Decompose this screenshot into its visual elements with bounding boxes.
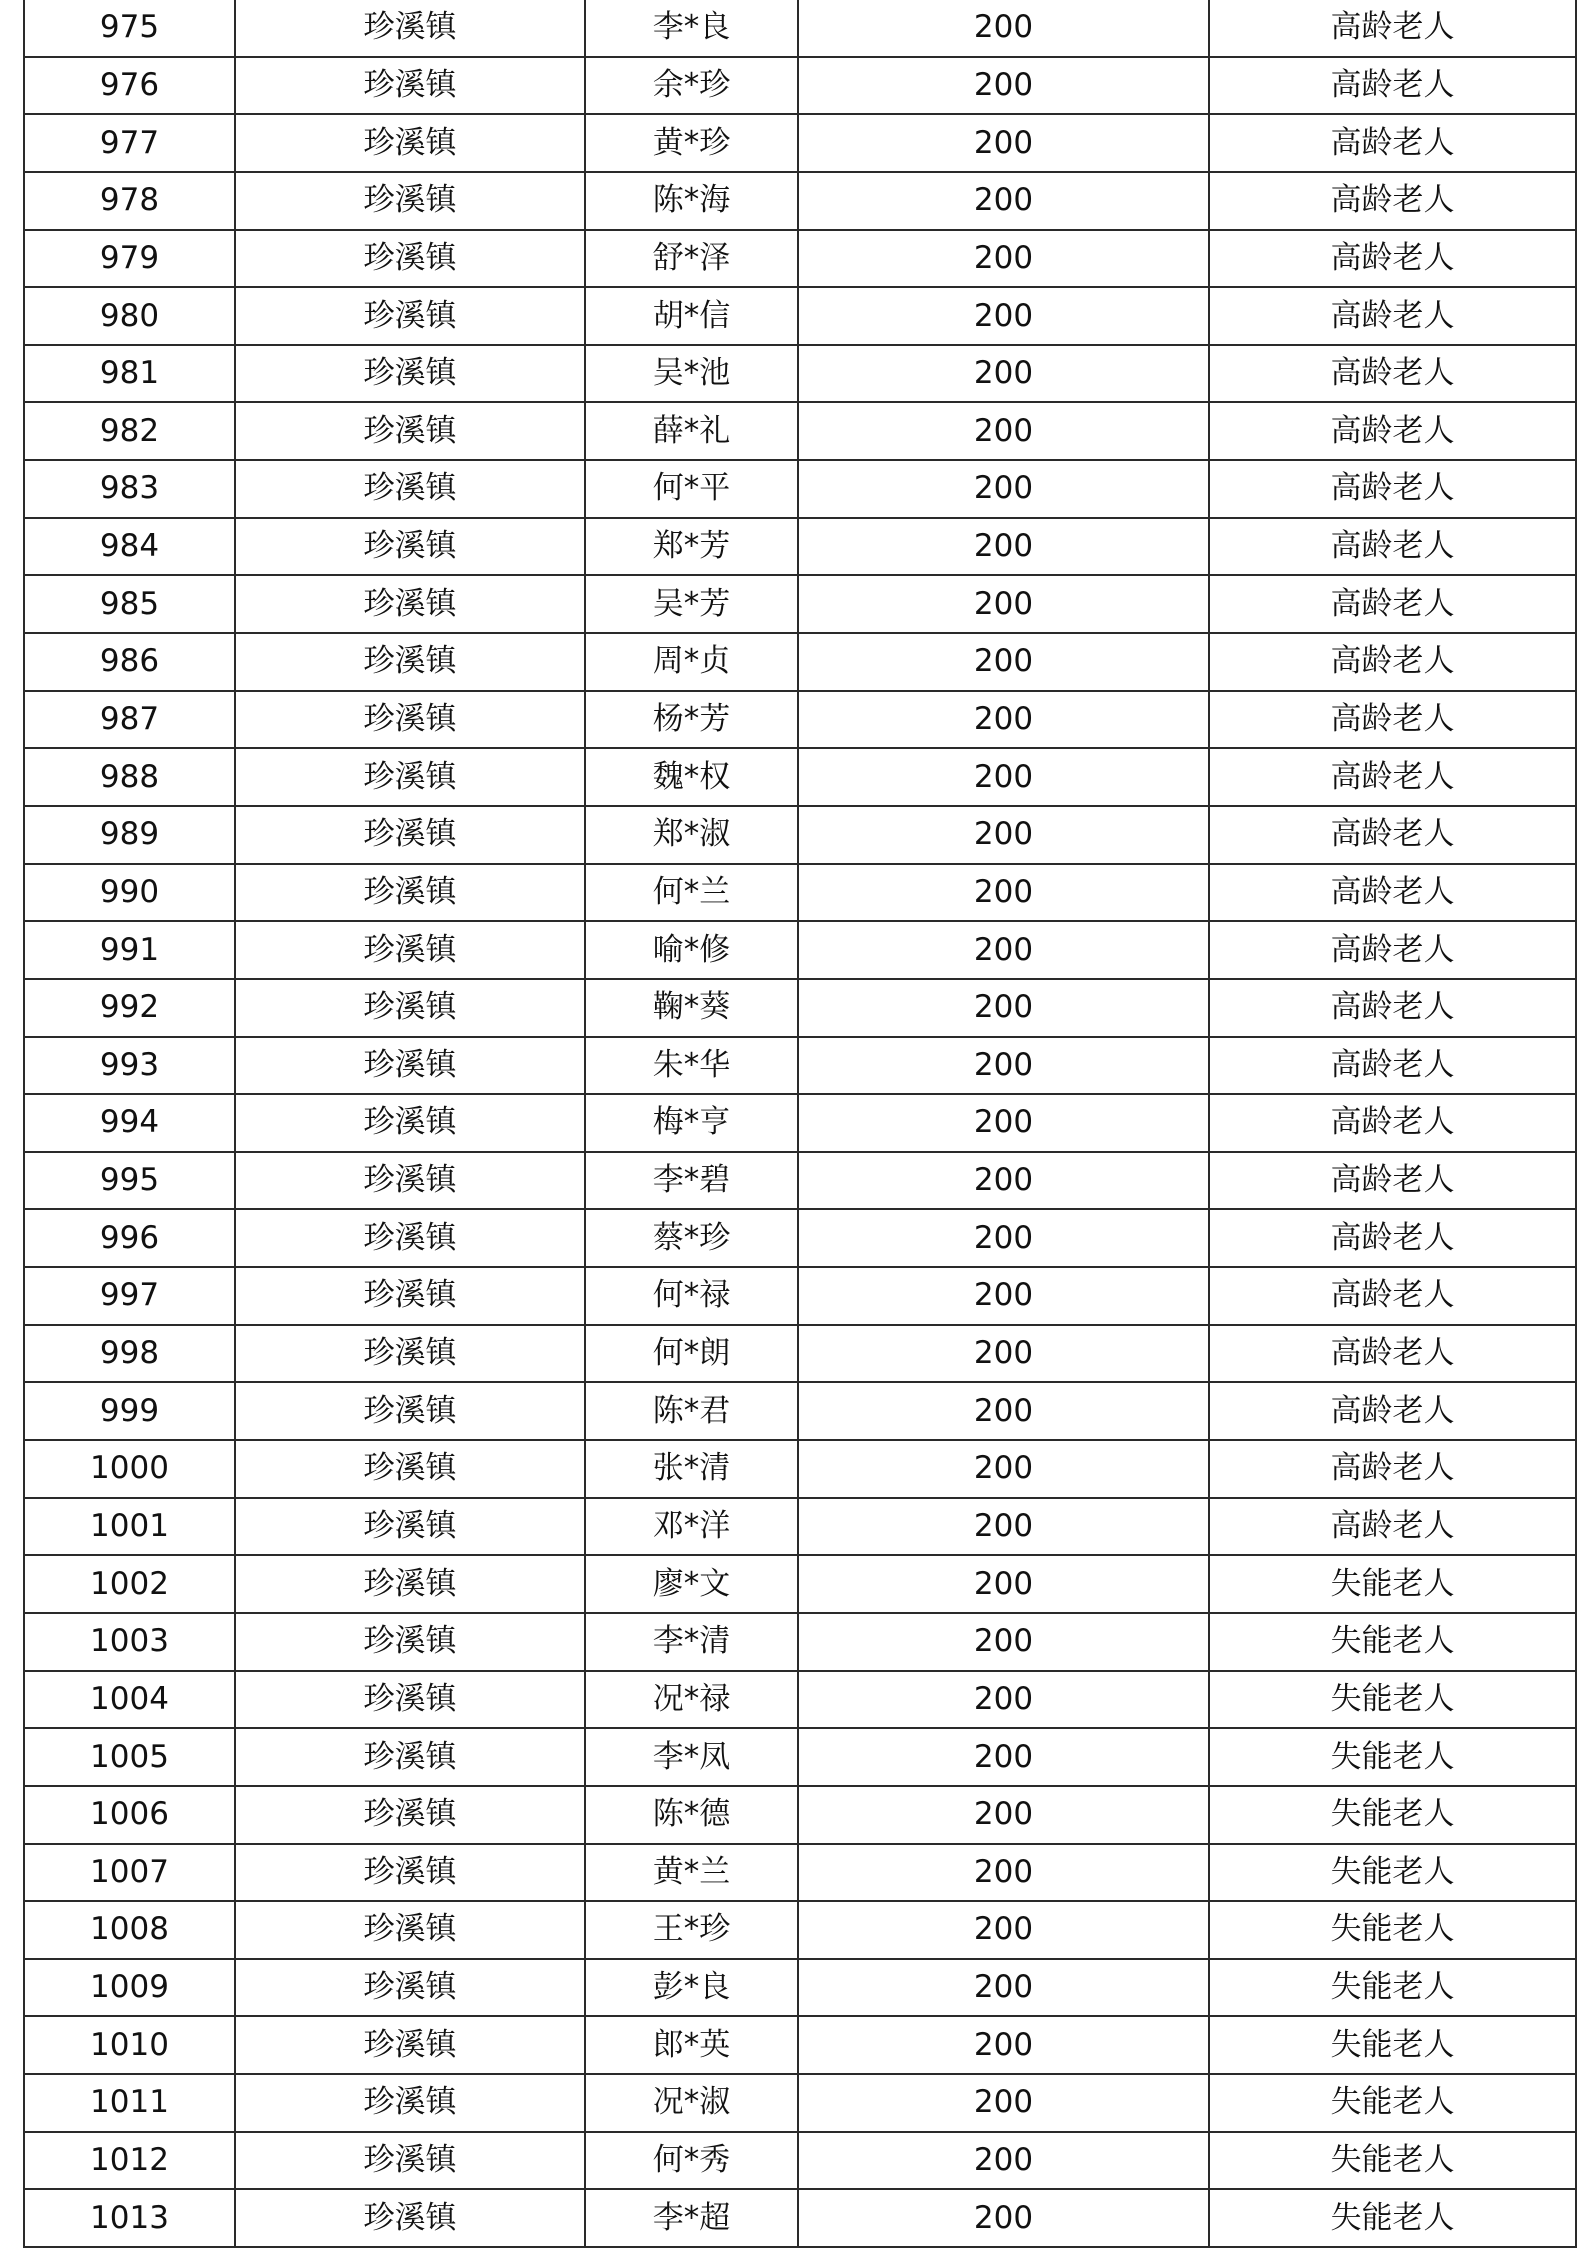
amount-cell: 200 <box>798 1671 1209 1729</box>
town-cell: 珍溪镇 <box>235 921 585 979</box>
row-number-cell: 986 <box>24 633 235 691</box>
category-cell: 失能老人 <box>1209 1671 1576 1729</box>
category-cell: 高龄老人 <box>1209 1440 1576 1498</box>
row-number-cell: 976 <box>24 57 235 115</box>
name-cell: 喻*修 <box>585 921 798 979</box>
amount-cell: 200 <box>798 2016 1209 2074</box>
name-cell: 薛*礼 <box>585 402 798 460</box>
town-cell: 珍溪镇 <box>235 287 585 345</box>
row-number-cell: 1009 <box>24 1959 235 2017</box>
town-cell: 珍溪镇 <box>235 1786 585 1844</box>
table-row <box>24 1959 1576 2017</box>
table-row <box>24 575 1576 633</box>
amount-cell: 200 <box>798 57 1209 115</box>
category-cell: 失能老人 <box>1209 1555 1576 1613</box>
table-row <box>24 806 1576 864</box>
row-number-cell: 1010 <box>24 2016 235 2074</box>
town-cell: 珍溪镇 <box>235 2132 585 2190</box>
amount-cell: 200 <box>798 1267 1209 1325</box>
category-cell: 高龄老人 <box>1209 114 1576 172</box>
table-row <box>24 402 1576 460</box>
table-row <box>24 1613 1576 1671</box>
row-number-cell: 1005 <box>24 1728 235 1786</box>
amount-cell: 200 <box>798 1844 1209 1902</box>
name-cell: 陈*君 <box>585 1382 798 1440</box>
name-cell: 李*清 <box>585 1613 798 1671</box>
name-cell: 邓*洋 <box>585 1498 798 1556</box>
name-cell: 王*珍 <box>585 1901 798 1959</box>
amount-cell: 200 <box>798 1728 1209 1786</box>
category-cell: 高龄老人 <box>1209 1094 1576 1152</box>
category-cell: 失能老人 <box>1209 1786 1576 1844</box>
name-cell: 舒*泽 <box>585 230 798 288</box>
name-cell: 郑*淑 <box>585 806 798 864</box>
roster-table <box>23 0 1577 2248</box>
table-row <box>24 114 1576 172</box>
row-number-cell: 984 <box>24 518 235 576</box>
name-cell: 廖*文 <box>585 1555 798 1613</box>
amount-cell: 200 <box>798 1382 1209 1440</box>
town-cell: 珍溪镇 <box>235 0 585 57</box>
row-number-cell: 998 <box>24 1325 235 1383</box>
town-cell: 珍溪镇 <box>235 57 585 115</box>
row-number-cell: 1012 <box>24 2132 235 2190</box>
table-row <box>24 1844 1576 1902</box>
category-cell: 高龄老人 <box>1209 1037 1576 1095</box>
name-cell: 李*凤 <box>585 1728 798 1786</box>
town-cell: 珍溪镇 <box>235 1094 585 1152</box>
town-cell: 珍溪镇 <box>235 1498 585 1556</box>
name-cell: 陈*海 <box>585 172 798 230</box>
category-cell: 高龄老人 <box>1209 575 1576 633</box>
amount-cell: 200 <box>798 402 1209 460</box>
amount-cell: 200 <box>798 460 1209 518</box>
town-cell: 珍溪镇 <box>235 633 585 691</box>
town-cell: 珍溪镇 <box>235 345 585 403</box>
row-number-cell: 1011 <box>24 2074 235 2132</box>
name-cell: 黄*兰 <box>585 1844 798 1902</box>
table-row <box>24 1440 1576 1498</box>
name-cell: 何*禄 <box>585 1267 798 1325</box>
row-number-cell: 993 <box>24 1037 235 1095</box>
name-cell: 张*清 <box>585 1440 798 1498</box>
row-number-cell: 1000 <box>24 1440 235 1498</box>
category-cell: 失能老人 <box>1209 2132 1576 2190</box>
category-cell: 失能老人 <box>1209 1613 1576 1671</box>
row-number-cell: 1003 <box>24 1613 235 1671</box>
amount-cell: 200 <box>798 1613 1209 1671</box>
amount-cell: 200 <box>798 1555 1209 1613</box>
category-cell: 高龄老人 <box>1209 1152 1576 1210</box>
amount-cell: 200 <box>798 1094 1209 1152</box>
amount-cell: 200 <box>798 2189 1209 2247</box>
category-cell: 高龄老人 <box>1209 1209 1576 1267</box>
row-number-cell: 1002 <box>24 1555 235 1613</box>
category-cell: 高龄老人 <box>1209 691 1576 749</box>
category-cell: 高龄老人 <box>1209 172 1576 230</box>
name-cell: 况*禄 <box>585 1671 798 1729</box>
row-number-cell: 1004 <box>24 1671 235 1729</box>
table-row <box>24 518 1576 576</box>
table-row <box>24 1037 1576 1095</box>
table-row <box>24 1267 1576 1325</box>
row-number-cell: 987 <box>24 691 235 749</box>
table-row <box>24 2016 1576 2074</box>
name-cell: 郑*芳 <box>585 518 798 576</box>
table-row <box>24 172 1576 230</box>
town-cell: 珍溪镇 <box>235 979 585 1037</box>
table-row <box>24 1152 1576 1210</box>
row-number-cell: 983 <box>24 460 235 518</box>
town-cell: 珍溪镇 <box>235 402 585 460</box>
name-cell: 蔡*珍 <box>585 1209 798 1267</box>
town-cell: 珍溪镇 <box>235 2016 585 2074</box>
row-number-cell: 1007 <box>24 1844 235 1902</box>
town-cell: 珍溪镇 <box>235 1728 585 1786</box>
row-number-cell: 996 <box>24 1209 235 1267</box>
town-cell: 珍溪镇 <box>235 1555 585 1613</box>
row-number-cell: 1006 <box>24 1786 235 1844</box>
category-cell: 高龄老人 <box>1209 748 1576 806</box>
category-cell: 高龄老人 <box>1209 402 1576 460</box>
name-cell: 余*珍 <box>585 57 798 115</box>
row-number-cell: 982 <box>24 402 235 460</box>
name-cell: 吴*芳 <box>585 575 798 633</box>
town-cell: 珍溪镇 <box>235 460 585 518</box>
town-cell: 珍溪镇 <box>235 691 585 749</box>
category-cell: 高龄老人 <box>1209 460 1576 518</box>
town-cell: 珍溪镇 <box>235 1901 585 1959</box>
name-cell: 胡*信 <box>585 287 798 345</box>
category-cell: 高龄老人 <box>1209 633 1576 691</box>
name-cell: 况*淑 <box>585 2074 798 2132</box>
town-cell: 珍溪镇 <box>235 1440 585 1498</box>
name-cell: 周*贞 <box>585 633 798 691</box>
amount-cell: 200 <box>798 748 1209 806</box>
amount-cell: 200 <box>798 691 1209 749</box>
category-cell: 高龄老人 <box>1209 979 1576 1037</box>
town-cell: 珍溪镇 <box>235 1325 585 1383</box>
table-row <box>24 230 1576 288</box>
name-cell: 魏*权 <box>585 748 798 806</box>
amount-cell: 200 <box>798 1440 1209 1498</box>
table-row <box>24 1728 1576 1786</box>
table-row <box>24 460 1576 518</box>
name-cell: 何*秀 <box>585 2132 798 2190</box>
amount-cell: 200 <box>798 1901 1209 1959</box>
category-cell: 高龄老人 <box>1209 518 1576 576</box>
row-number-cell: 979 <box>24 230 235 288</box>
row-number-cell: 1013 <box>24 2189 235 2247</box>
category-cell: 高龄老人 <box>1209 1267 1576 1325</box>
name-cell: 朱*华 <box>585 1037 798 1095</box>
name-cell: 梅*亨 <box>585 1094 798 1152</box>
table-row <box>24 0 1576 57</box>
category-cell: 高龄老人 <box>1209 921 1576 979</box>
amount-cell: 200 <box>798 287 1209 345</box>
row-number-cell: 975 <box>24 0 235 57</box>
amount-cell: 200 <box>798 806 1209 864</box>
row-number-cell: 1008 <box>24 1901 235 1959</box>
name-cell: 陈*德 <box>585 1786 798 1844</box>
name-cell: 李*超 <box>585 2189 798 2247</box>
amount-cell: 200 <box>798 0 1209 57</box>
table-row <box>24 1382 1576 1440</box>
row-number-cell: 997 <box>24 1267 235 1325</box>
table-row <box>24 691 1576 749</box>
table-row <box>24 1901 1576 1959</box>
town-cell: 珍溪镇 <box>235 1613 585 1671</box>
amount-cell: 200 <box>798 114 1209 172</box>
name-cell: 李*碧 <box>585 1152 798 1210</box>
amount-cell: 200 <box>798 1209 1209 1267</box>
category-cell: 高龄老人 <box>1209 230 1576 288</box>
town-cell: 珍溪镇 <box>235 1209 585 1267</box>
table-row <box>24 1671 1576 1729</box>
roster-table-body <box>24 0 1576 2247</box>
table-row <box>24 1094 1576 1152</box>
town-cell: 珍溪镇 <box>235 1844 585 1902</box>
amount-cell: 200 <box>798 1152 1209 1210</box>
row-number-cell: 995 <box>24 1152 235 1210</box>
town-cell: 珍溪镇 <box>235 2074 585 2132</box>
category-cell: 高龄老人 <box>1209 1325 1576 1383</box>
town-cell: 珍溪镇 <box>235 172 585 230</box>
amount-cell: 200 <box>798 921 1209 979</box>
name-cell: 郎*英 <box>585 2016 798 2074</box>
town-cell: 珍溪镇 <box>235 2189 585 2247</box>
amount-cell: 200 <box>798 1325 1209 1383</box>
row-number-cell: 978 <box>24 172 235 230</box>
row-number-cell: 985 <box>24 575 235 633</box>
table-row <box>24 1555 1576 1613</box>
amount-cell: 200 <box>798 2074 1209 2132</box>
table-row <box>24 287 1576 345</box>
table-row <box>24 979 1576 1037</box>
row-number-cell: 994 <box>24 1094 235 1152</box>
amount-cell: 200 <box>798 1037 1209 1095</box>
town-cell: 珍溪镇 <box>235 1959 585 2017</box>
amount-cell: 200 <box>798 633 1209 691</box>
name-cell: 何*朗 <box>585 1325 798 1383</box>
amount-cell: 200 <box>798 1959 1209 2017</box>
table-row <box>24 57 1576 115</box>
category-cell: 失能老人 <box>1209 2189 1576 2247</box>
amount-cell: 200 <box>798 1786 1209 1844</box>
roster-sheet <box>23 0 1575 2248</box>
name-cell: 何*兰 <box>585 864 798 922</box>
amount-cell: 200 <box>798 230 1209 288</box>
name-cell: 黄*珍 <box>585 114 798 172</box>
name-cell: 杨*芳 <box>585 691 798 749</box>
table-row <box>24 921 1576 979</box>
row-number-cell: 999 <box>24 1382 235 1440</box>
amount-cell: 200 <box>798 979 1209 1037</box>
table-row <box>24 2189 1576 2247</box>
category-cell: 高龄老人 <box>1209 1498 1576 1556</box>
table-row <box>24 1498 1576 1556</box>
table-row <box>24 1209 1576 1267</box>
category-cell: 高龄老人 <box>1209 864 1576 922</box>
name-cell: 彭*良 <box>585 1959 798 2017</box>
town-cell: 珍溪镇 <box>235 575 585 633</box>
town-cell: 珍溪镇 <box>235 518 585 576</box>
category-cell: 高龄老人 <box>1209 57 1576 115</box>
name-cell: 何*平 <box>585 460 798 518</box>
town-cell: 珍溪镇 <box>235 1152 585 1210</box>
town-cell: 珍溪镇 <box>235 1382 585 1440</box>
category-cell: 失能老人 <box>1209 1844 1576 1902</box>
name-cell: 鞠*葵 <box>585 979 798 1037</box>
category-cell: 高龄老人 <box>1209 0 1576 57</box>
row-number-cell: 991 <box>24 921 235 979</box>
category-cell: 高龄老人 <box>1209 345 1576 403</box>
table-row <box>24 633 1576 691</box>
row-number-cell: 1001 <box>24 1498 235 1556</box>
table-row <box>24 2074 1576 2132</box>
category-cell: 高龄老人 <box>1209 287 1576 345</box>
row-number-cell: 990 <box>24 864 235 922</box>
category-cell: 失能老人 <box>1209 2016 1576 2074</box>
table-row <box>24 748 1576 806</box>
category-cell: 高龄老人 <box>1209 1382 1576 1440</box>
row-number-cell: 988 <box>24 748 235 806</box>
table-row <box>24 1786 1576 1844</box>
amount-cell: 200 <box>798 2132 1209 2190</box>
town-cell: 珍溪镇 <box>235 748 585 806</box>
town-cell: 珍溪镇 <box>235 1037 585 1095</box>
town-cell: 珍溪镇 <box>235 1267 585 1325</box>
amount-cell: 200 <box>798 518 1209 576</box>
name-cell: 李*良 <box>585 0 798 57</box>
category-cell: 失能老人 <box>1209 1959 1576 2017</box>
row-number-cell: 980 <box>24 287 235 345</box>
name-cell: 吴*池 <box>585 345 798 403</box>
row-number-cell: 992 <box>24 979 235 1037</box>
table-row <box>24 2132 1576 2190</box>
amount-cell: 200 <box>798 1498 1209 1556</box>
town-cell: 珍溪镇 <box>235 230 585 288</box>
row-number-cell: 981 <box>24 345 235 403</box>
town-cell: 珍溪镇 <box>235 806 585 864</box>
row-number-cell: 989 <box>24 806 235 864</box>
amount-cell: 200 <box>798 864 1209 922</box>
town-cell: 珍溪镇 <box>235 864 585 922</box>
amount-cell: 200 <box>798 345 1209 403</box>
category-cell: 失能老人 <box>1209 1728 1576 1786</box>
table-row <box>24 864 1576 922</box>
town-cell: 珍溪镇 <box>235 114 585 172</box>
amount-cell: 200 <box>798 172 1209 230</box>
row-number-cell: 977 <box>24 114 235 172</box>
category-cell: 失能老人 <box>1209 2074 1576 2132</box>
category-cell: 失能老人 <box>1209 1901 1576 1959</box>
amount-cell: 200 <box>798 575 1209 633</box>
category-cell: 高龄老人 <box>1209 806 1576 864</box>
town-cell: 珍溪镇 <box>235 1671 585 1729</box>
table-row <box>24 1325 1576 1383</box>
table-row <box>24 345 1576 403</box>
